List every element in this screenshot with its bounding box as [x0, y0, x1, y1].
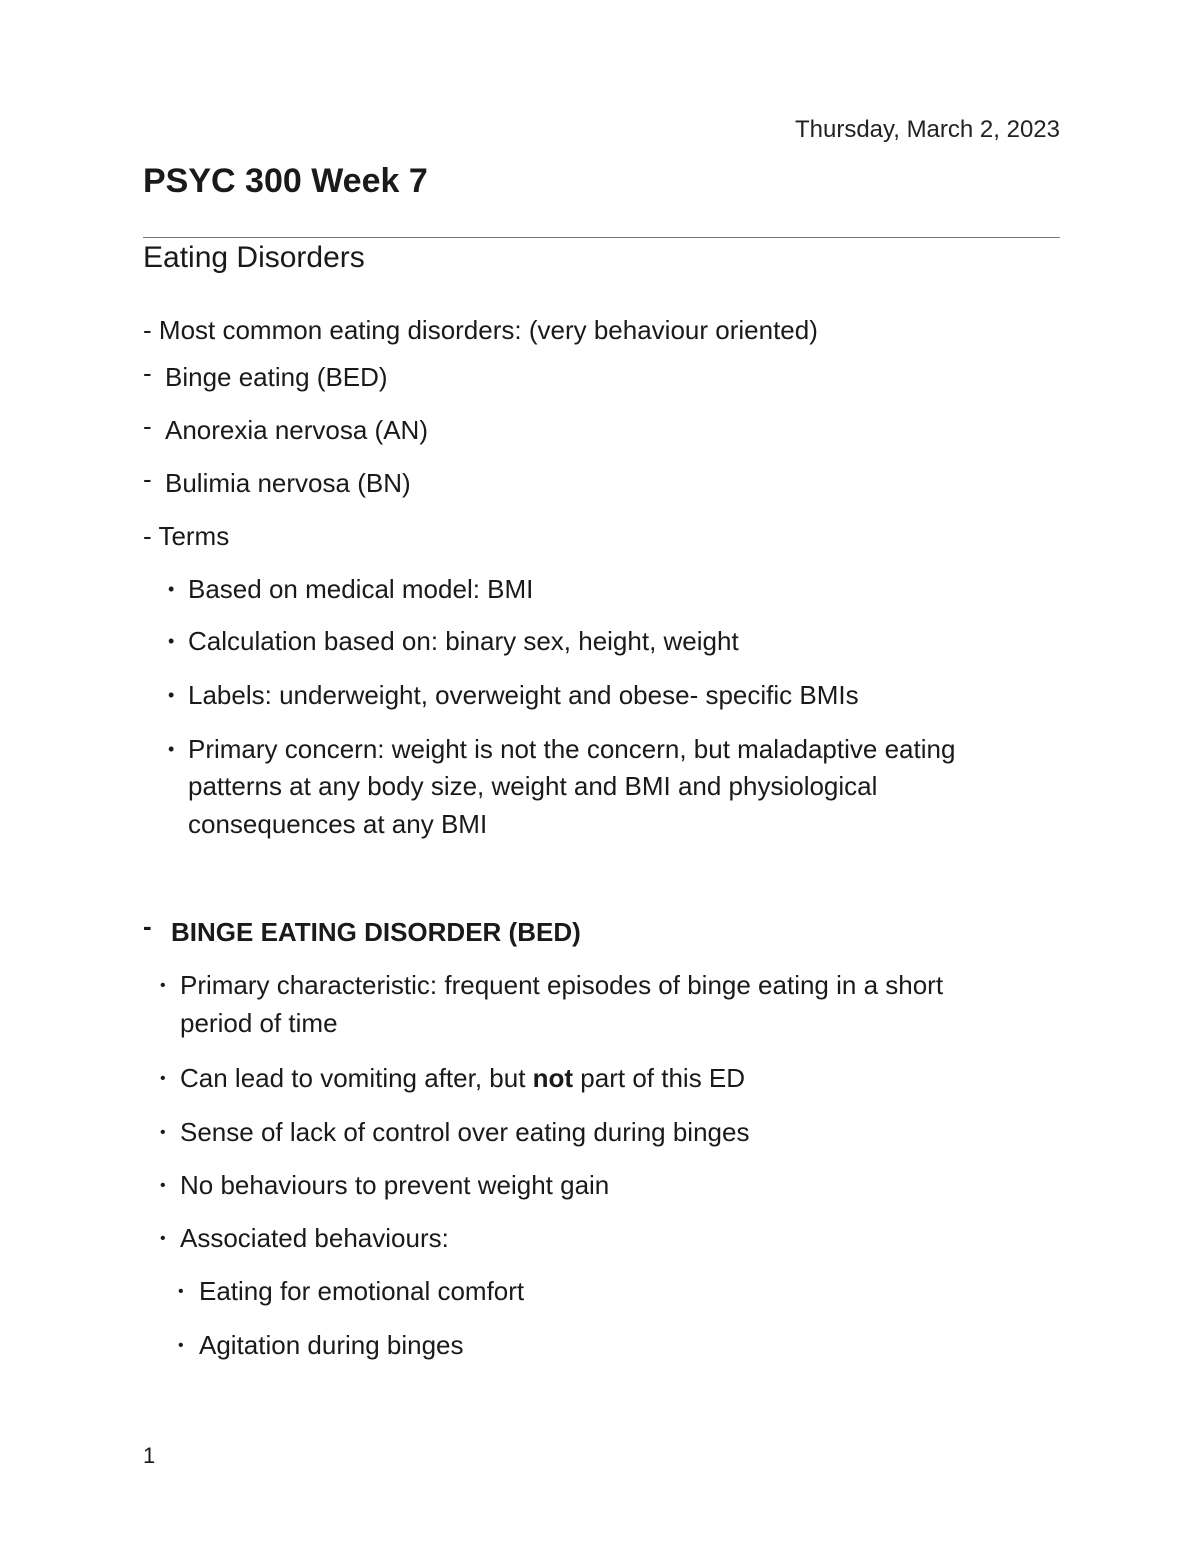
list-item: Associated behaviours:	[180, 1223, 449, 1253]
dash-marker: -	[143, 411, 152, 441]
list-item	[180, 1059, 745, 1097]
bullet-marker: •	[160, 1124, 166, 1141]
list-item: Calculation based on: binary sex, height, weight	[188, 626, 739, 656]
page-title: PSYC 300 Week 7	[143, 162, 428, 200]
bullet-marker: •	[178, 1283, 184, 1300]
list-item-terms	[143, 517, 229, 555]
bullet-marker: •	[160, 1177, 166, 1194]
list-item: No behaviours to prevent weight gain	[180, 1170, 610, 1200]
document-date: Thursday, March 2, 2023	[794, 116, 1060, 143]
list-item: Based on medical model: BMI	[188, 574, 534, 604]
bullet-marker: •	[160, 977, 166, 994]
list-item-text: Can lead to vomiting after, but	[180, 1063, 533, 1093]
list-item: Bulimia nervosa (BN)	[165, 468, 411, 498]
list-item: Anorexia nervosa (AN)	[165, 415, 428, 445]
bullet-marker: •	[168, 579, 175, 599]
sub-list-item: Agitation during binges	[199, 1330, 464, 1360]
list-item: Primary characteristic: frequent episodes of binge eating in a short	[180, 970, 944, 1000]
list-item-text: part of this ED	[573, 1063, 746, 1093]
list-item: Binge eating (BED)	[165, 362, 388, 392]
bullet-marker: •	[168, 739, 175, 759]
bullet-marker: •	[168, 685, 175, 705]
dash-marker: -	[143, 464, 152, 494]
list-item-text: Terms	[158, 521, 230, 551]
list-item-text: Most common eating disorders: (very behaviour oriented)	[158, 315, 818, 345]
dash-marker: -	[143, 315, 152, 345]
dash-marker: -	[143, 521, 152, 551]
bullet-marker: •	[178, 1337, 184, 1354]
subsection-heading: BINGE EATING DISORDER (BED)	[171, 917, 581, 947]
bullet-marker: •	[160, 1070, 166, 1087]
list-item-intro	[143, 311, 818, 349]
list-item: Primary concern: weight is not the concern, but maladaptive eating	[188, 734, 956, 764]
list-item-continuation: consequences at any BMI	[188, 809, 488, 839]
title-divider	[143, 237, 1060, 238]
list-item: Labels: underweight, overweight and obese- specific BMIs	[188, 680, 859, 710]
sub-list-item: Eating for emotional comfort	[199, 1276, 525, 1306]
bullet-marker: •	[168, 631, 175, 651]
dash-marker: -	[143, 358, 152, 388]
dash-marker: -	[143, 911, 152, 941]
list-item: Sense of lack of control over eating during binges	[180, 1117, 750, 1147]
page-number: 1	[143, 1443, 156, 1468]
list-item-continuation: patterns at any body size, weight and BMI and physiological	[188, 771, 878, 801]
emphasis-text: not	[532, 1063, 574, 1093]
section-heading: Eating Disorders	[143, 241, 365, 274]
bullet-marker: •	[160, 1230, 166, 1247]
list-item-continuation: period of time	[180, 1008, 338, 1038]
